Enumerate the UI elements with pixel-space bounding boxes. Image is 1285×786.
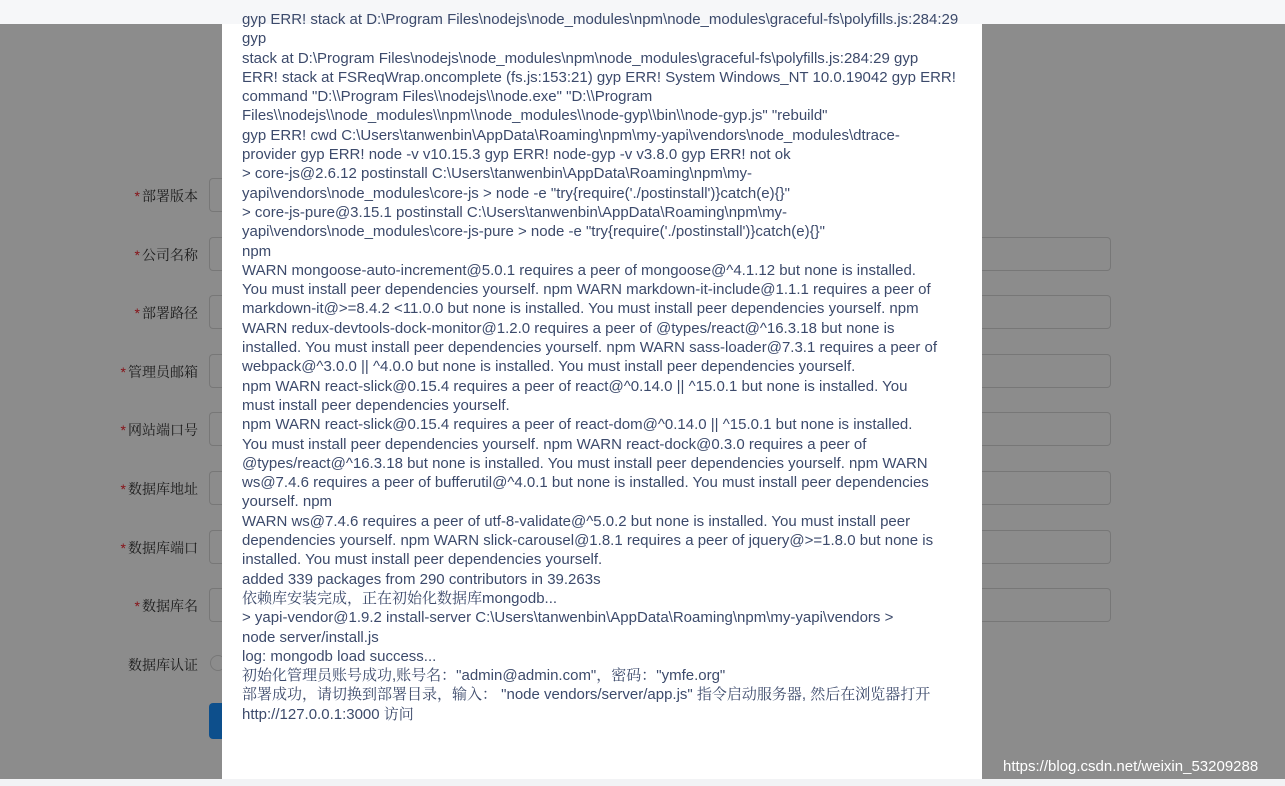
log-line: 初始化管理员账号成功,账号名："admin@admin.com"，密码："ymfe.org" <box>242 667 726 685</box>
log-line: gyp ERR! stack at D:\Program Files\nodejs\node_modules\npm\node_modules\graceful-fs\polyfills.js:284:29 gyp <box>242 11 963 48</box>
label-db-name: * 数据库名 <box>134 598 198 614</box>
log-line: npm WARN react-slick@0.15.4 requires a peer of react@^0.14.0 || ^15.0.1 but none is installed. You <box>242 377 908 395</box>
log-line: WARN redux-devtools-dock-monitor@1.2.0 requires a peer of @types/react@^16.3.18 but none is <box>242 319 895 337</box>
log-line: added 339 packages from 290 contributors in 39.263s <box>242 570 601 588</box>
label-db-address: * 数据库地址 <box>120 481 198 497</box>
log-line: WARN ws@7.4.6 requires a peer of utf-8-validate@^5.0.2 but none is installed. You must install peer <box>242 512 911 530</box>
label-admin-email: * 管理员邮箱 <box>120 364 198 380</box>
log-line: node server/install.js <box>242 628 379 646</box>
log-line: 部署成功，请切换到部署目录，输入： "node vendors/server/app.js" 指令启动服务器, 然后在浏览器打开 <box>242 686 931 704</box>
log-line: > core-js-pure@3.15.1 postinstall C:\Users\tanwenbin\AppData\Roaming\npm\my- <box>242 203 788 221</box>
log-line: installed. You must install peer dependencies yourself. <box>242 551 603 569</box>
log-line: provider gyp ERR! node -v v10.15.3 gyp ERR! node-gyp -v v3.8.0 gyp ERR! not ok <box>242 146 791 164</box>
log-line: stack at D:\Program Files\nodejs\node_modules\npm\node_modules\graceful-fs\polyfills.js:284:29 gyp <box>242 49 919 67</box>
log-line: Files\\nodejs\\node_modules\\npm\\node_modules\\node-gyp\\bin\\node-gyp.js" "rebuild" <box>242 107 828 125</box>
log-line: gyp ERR! cwd C:\Users\tanwenbin\AppData\Roaming\npm\my-yapi\vendors\node_modules\dtrace- <box>242 126 900 144</box>
log-line: dependencies yourself. npm WARN slick-carousel@1.8.1 requires a peer of jquery@>=1.8.0 but none is <box>242 532 934 550</box>
log-line: > yapi-vendor@1.9.2 install-server C:\Users\tanwenbin\AppData\Roaming\npm\my-yapi\vendors > <box>242 609 894 627</box>
bottom-bar <box>0 779 1285 786</box>
log-line: markdown-it@>=8.4.2 <11.0.0 but none is installed. You must install peer dependencies yourself. npm <box>242 300 919 318</box>
log-line: command "D:\\Program Files\\nodejs\\node.exe" "D:\\Program <box>242 88 653 106</box>
install-log-modal <box>222 11 982 779</box>
log-line: yourself. npm <box>242 493 333 511</box>
log-line: ws@7.4.6 requires a peer of bufferutil@^4.0.1 but none is installed. You must install peer dependencies <box>242 474 929 492</box>
log-line: yapi\vendors\node_modules\core-js > node -e "try{require('./postinstall')}catch(e){}" <box>242 184 790 202</box>
log-line: installed. You must install peer dependencies yourself. npm WARN sass-loader@7.3.1 requires a peer of <box>242 339 938 357</box>
log-line: ERR! stack at FSReqWrap.oncomplete (fs.js:153:21) gyp ERR! System Windows_NT 10.0.19042 gyp ERR! <box>242 68 956 86</box>
log-line: You must install peer dependencies yourself. npm WARN markdown-it-include@1.1.1 requires a peer of <box>242 281 931 299</box>
install-log <box>242 10 967 724</box>
label-db-port: * 数据库端口 <box>120 540 198 556</box>
log-line: http://127.0.0.1:3000 访问 <box>242 705 414 723</box>
label-site-port: * 网站端口号 <box>120 422 198 438</box>
log-line: npm WARN react-slick@0.15.4 requires a peer of react-dom@^0.14.0 || ^15.0.1 but none is installed. <box>242 416 913 434</box>
label-db-auth: 数据库认证 <box>128 657 198 673</box>
log-line: webpack@^3.0.0 || ^4.0.0 but none is installed. You must install peer dependencies yourself. <box>242 358 856 376</box>
log-line: must install peer dependencies yourself. <box>242 396 510 414</box>
label-deploy-version: * 部署版本 <box>134 188 198 204</box>
watermark-url: https://blog.csdn.net/weixin_53209288 <box>1003 758 1259 775</box>
label-deploy-path: * 部署路径 <box>134 305 198 321</box>
log-line: You must install peer dependencies yourself. npm WARN react-dock@0.3.0 requires a peer of <box>242 435 867 453</box>
log-line: WARN mongoose-auto-increment@5.0.1 requires a peer of mongoose@^4.1.12 but none is installed. <box>242 261 916 279</box>
log-line: 依赖库安装完成，正在初始化数据库mongodb... <box>242 589 558 607</box>
log-line: log: mongodb load success... <box>242 647 437 665</box>
label-company-name: * 公司名称 <box>134 247 198 263</box>
log-line: > core-js@2.6.12 postinstall C:\Users\tanwenbin\AppData\Roaming\npm\my- <box>242 165 753 183</box>
log-line: yapi\vendors\node_modules\core-js-pure > node -e "try{require('./postinstall')}catch(e){}" <box>242 223 825 241</box>
log-line: npm <box>242 242 272 260</box>
log-line: @types/react@^16.3.18 but none is installed. You must install peer dependencies yourself. npm WARN <box>242 454 928 472</box>
